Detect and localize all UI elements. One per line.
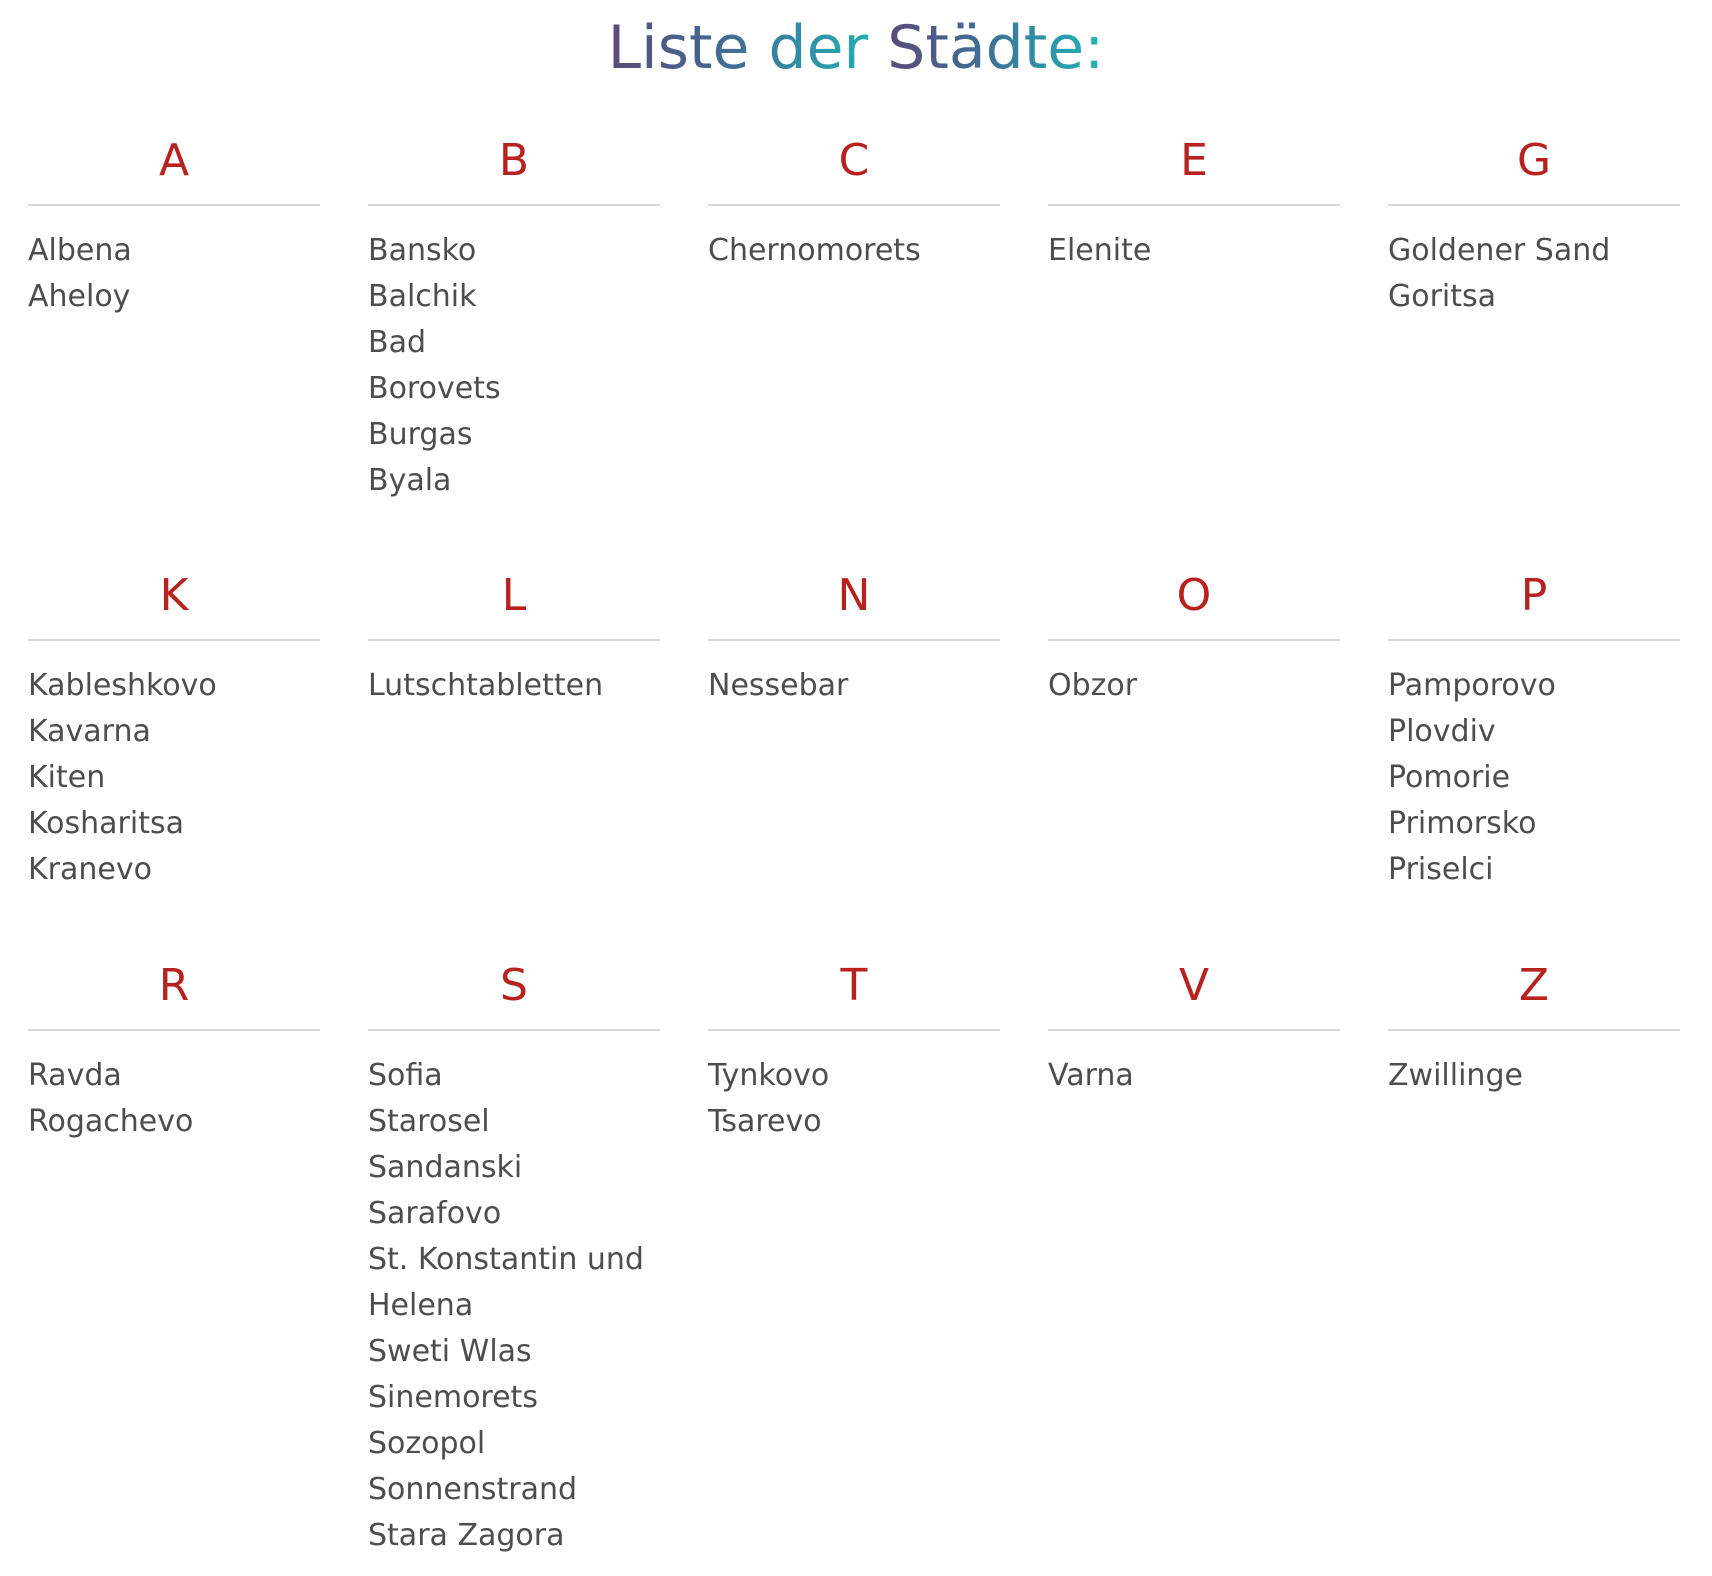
letter-heading: R	[28, 945, 320, 1031]
city-link[interactable]: Sarafovo	[368, 1196, 502, 1231]
letter-group-l	[368, 555, 660, 709]
city-link[interactable]: Tynkovo	[708, 1058, 830, 1093]
letter-heading: O	[1048, 555, 1340, 641]
city-link[interactable]: Priselci	[1388, 852, 1494, 887]
city-list	[1048, 641, 1340, 709]
letter-heading: V	[1048, 945, 1340, 1031]
city-link[interactable]: Sinemorets	[368, 1380, 538, 1415]
letter-group-v	[1048, 945, 1340, 1099]
city-list	[1388, 641, 1680, 893]
letter-group-r	[28, 945, 320, 1145]
city-link[interactable]: Kableshkovo	[28, 668, 217, 703]
page-title	[0, 8, 1712, 88]
letter-group-e	[1048, 120, 1340, 274]
city-list	[1388, 206, 1680, 320]
city-link[interactable]: Obzor	[1048, 668, 1138, 703]
city-link[interactable]: Sandanski	[368, 1150, 523, 1185]
letter-heading: C	[708, 120, 1000, 206]
letter-group-k	[28, 555, 320, 893]
city-link[interactable]: Primorsko	[1388, 806, 1537, 841]
letter-heading: L	[368, 555, 660, 641]
city-link[interactable]: Varna	[1048, 1058, 1134, 1093]
city-link[interactable]: Borovets	[368, 371, 501, 406]
letter-group-t	[708, 945, 1000, 1145]
letter-group-a	[28, 120, 320, 320]
city-list	[1388, 1031, 1680, 1099]
letter-heading: A	[28, 120, 320, 206]
city-list	[28, 206, 320, 320]
city-list	[368, 641, 660, 709]
city-link[interactable]: Goritsa	[1388, 279, 1497, 314]
city-link[interactable]: Sweti Wlas	[368, 1334, 532, 1369]
letter-group-o	[1048, 555, 1340, 709]
city-link[interactable]: Tsarevo	[708, 1104, 822, 1139]
city-link[interactable]: Plovdiv	[1388, 714, 1496, 749]
letter-group-n	[708, 555, 1000, 709]
letter-heading: T	[708, 945, 1000, 1031]
city-link[interactable]: Albena	[28, 233, 132, 268]
city-list	[368, 206, 660, 504]
city-link[interactable]: Byala	[368, 463, 452, 498]
city-link[interactable]: Lutschtabletten	[368, 668, 604, 703]
letter-group-z	[1388, 945, 1680, 1099]
city-list	[28, 641, 320, 893]
letter-group-b	[368, 120, 660, 504]
city-link[interactable]: Nessebar	[708, 668, 849, 703]
city-link[interactable]: Chernomorets	[708, 233, 921, 268]
city-link[interactable]: Bad	[368, 325, 427, 360]
city-list	[28, 1031, 320, 1145]
city-link[interactable]: Kosharitsa	[28, 806, 185, 841]
letter-group-p	[1388, 555, 1680, 893]
city-link[interactable]: Starosel	[368, 1104, 490, 1139]
city-link[interactable]: St. Konstantin und Helena	[368, 1242, 644, 1323]
city-list	[1048, 1031, 1340, 1099]
city-link[interactable]: Elenite	[1048, 233, 1152, 268]
letter-group-g	[1388, 120, 1680, 320]
letter-heading: S	[368, 945, 660, 1031]
city-link[interactable]: Burgas	[368, 417, 473, 452]
city-link[interactable]: Zwillinge	[1388, 1058, 1523, 1093]
letter-group-c	[708, 120, 1000, 274]
letter-group-s	[368, 945, 660, 1559]
city-link[interactable]: Balchik	[368, 279, 477, 314]
city-link[interactable]: Pamporovo	[1388, 668, 1556, 703]
city-link[interactable]: Kiten	[28, 760, 106, 795]
letter-heading: E	[1048, 120, 1340, 206]
city-link[interactable]: Goldener Sand	[1388, 233, 1611, 268]
city-link[interactable]: Sozopol	[368, 1426, 486, 1461]
letter-heading: B	[368, 120, 660, 206]
city-list	[1048, 206, 1340, 274]
city-link[interactable]: Aheloy	[28, 279, 131, 314]
page-title-part1: Liste der	[607, 13, 888, 83]
city-link[interactable]: Sofia	[368, 1058, 443, 1093]
city-link[interactable]: Kavarna	[28, 714, 151, 749]
letter-heading: N	[708, 555, 1000, 641]
city-link[interactable]: Ravda	[28, 1058, 122, 1093]
city-link[interactable]: Sonnenstrand	[368, 1472, 578, 1507]
city-list	[368, 1031, 660, 1559]
city-list	[708, 1031, 1000, 1145]
city-link[interactable]: Rogachevo	[28, 1104, 194, 1139]
letter-heading: K	[28, 555, 320, 641]
city-list	[708, 641, 1000, 709]
city-link[interactable]: Stara Zagora	[368, 1518, 565, 1553]
city-link[interactable]: Bansko	[368, 233, 477, 268]
city-list	[708, 206, 1000, 274]
letter-heading: G	[1388, 120, 1680, 206]
city-link[interactable]: Kranevo	[28, 852, 152, 887]
letter-heading: P	[1388, 555, 1680, 641]
letter-heading: Z	[1388, 945, 1680, 1031]
city-link[interactable]: Pomorie	[1388, 760, 1511, 795]
page-title-part2: Städte:	[887, 13, 1105, 83]
